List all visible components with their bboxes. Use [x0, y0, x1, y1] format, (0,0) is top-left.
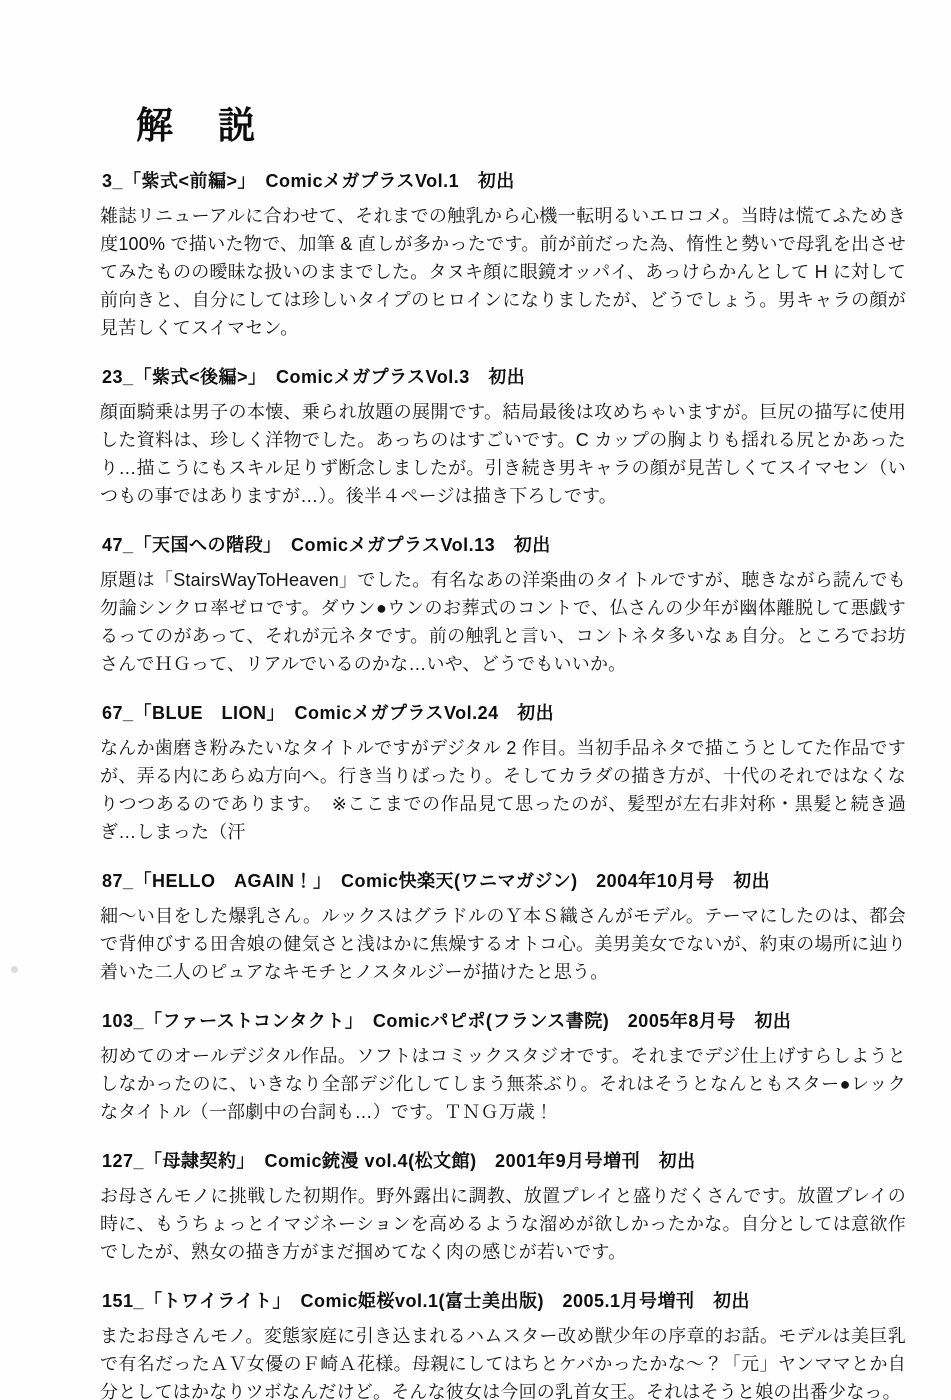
entry-body: 初めてのオールデジタル作品。ソフトはコミックスタジオです。それまでデジ仕上げすらしようとしなかったのに、いきなり全部デジ化してしまう無茶ぶり。それはそうとなんともスター●レックなタイトル（一部劇中の台詞も…）です。ＴＮＧ万歳！ — [100, 1046, 906, 1122]
scan-artifact-dot — [11, 966, 18, 973]
entry-body: 原題は「StairsWayToHeaven」でした。有名なあの洋楽曲のタイトルですが、聴きながら読んでも勿論シンクロ率ゼロです。ダウン●ウンのお葬式のコントで、仏さんの少年が幽体離脱して悪戯するってのがあって、それが元ネタです。前の触乳と言い、コントネタ多いなぁ自分。ところでお坊さんでＨＧって、リアルでいるのかな…いや、どうでもいいか。 — [100, 570, 906, 674]
entry-murasakishiki-zenpen — [100, 170, 906, 342]
entry-heading: 151_「トワイライト」 Comic姫桜vol.1(富士美出版) 2005.1月号増刊 初出 — [102, 1291, 751, 1311]
entry-first-contact — [100, 1010, 906, 1126]
entry-heading: 23_「紫式<後編>」 ComicメガプラスVol.3 初出 — [102, 367, 526, 387]
page-title: 解 説 — [136, 105, 259, 146]
entry-heading: 127_「母隷契約」 Comic銃漫 vol.4(松文館) 2001年9月号増刊 初出 — [102, 1151, 696, 1171]
entry-body: 雑誌リニューアルに合わせて、それまでの触乳から心機一転明るいエロコメ。当時は慌てふためき度100% で描いた物で、加筆 & 直しが多かったです。前が前だった為、惰性と勢いで母乳を出させてみたものの曖昧な扱いのままでした。タヌキ顔に眼鏡オッパイ、あっけらかんとして H に対して前向きと、自分にしては珍しいタイプのヒロインになりましたが、どうでしょう。男キャラの顔が見苦しくてスイマセン。 — [100, 206, 906, 338]
entry-heading: 87_「HELLO AGAIN！」 Comic快楽天(ワニマガジン) 2004年10月号 初出 — [102, 871, 771, 891]
entry-body: 顔面騎乗は男子の本懐、乗られ放題の展開です。結局最後は攻めちゃいますが。巨尻の描写に使用した資料は、珍しく洋物でした。あっちのはすごいです。C カップの胸よりも揺れる尻とかあったり…描こうにもスキル足りず断念しましたが。引き続き男キャラの顔が見苦しくてスイマセン（いつもの事ではありますが…）。後半４ページは描き下ろしです。 — [100, 402, 906, 506]
entry-heading: 3_「紫式<前編>」 ComicメガプラスVol.1 初出 — [102, 171, 515, 191]
entry-murasakishiki-kouhen — [100, 366, 906, 510]
entry-body: なんか歯磨き粉みたいなタイトルですがデジタル 2 作目。当初手品ネタで描こうとしてた作品ですが、弄る内にあらぬ方向へ。行き当りばったり。そしてカラダの描き方が、十代のそれではなくなりつつあるのであります。 ※ここまでの作品見て思ったのが、髪型が左右非対称・黒髪と続き過ぎ…しまった（汗 — [100, 738, 906, 842]
entry-heading: 67_「BLUE LION」 ComicメガプラスVol.24 初出 — [102, 703, 555, 723]
entry-blue-lion — [100, 702, 906, 846]
entries-list — [100, 170, 906, 1400]
page-content — [100, 106, 906, 1400]
entry-tengoku-e-no-kaidan — [100, 534, 906, 678]
entry-hello-again — [100, 870, 906, 986]
entry-body: お母さんモノに挑戦した初期作。野外露出に調教、放置プレイと盛りだくさんです。放置プレイの時に、もうちょっとイマジネーションを高めるような溜めが欲しかったかな。自分としては意欲作でしたが、熟女の描き方がまだ掴めてなく肉の感じが若いです。 — [100, 1186, 906, 1262]
entry-twilight — [100, 1290, 906, 1400]
entry-body: またお母さんモノ。変態家庭に引き込まれるハムスター改め獣少年の序章的お話。モデルは美巨乳で有名だったＡＶ女優のＦ崎Ａ花様。母親にしてはちとケバかったかな～？「元」ヤンママとか自分としてはかなりツボなんだけど。そんな彼女は今回の乳首女王。それはそうと娘の出番少なっ。 — [100, 1326, 906, 1400]
entry-heading: 47_「天国への階段」 ComicメガプラスVol.13 初出 — [102, 535, 551, 555]
entry-heading: 103_「ファーストコンタクト」 Comicパピポ(フランス書院) 2005年8月号 初出 — [102, 1011, 792, 1031]
entry-body: 細～い目をした爆乳さん。ルックスはグラドルのＹ本Ｓ織さんがモデル。テーマにしたのは、都会で背伸びする田舎娘の健気さと浅はかに焦燥するオトコ心。美男美女でないが、約束の場所に辿り着いた二人のピュアなキモチとノスタルジーが描けたと思う。 — [100, 906, 906, 982]
entry-borei-keiyaku — [100, 1150, 906, 1266]
